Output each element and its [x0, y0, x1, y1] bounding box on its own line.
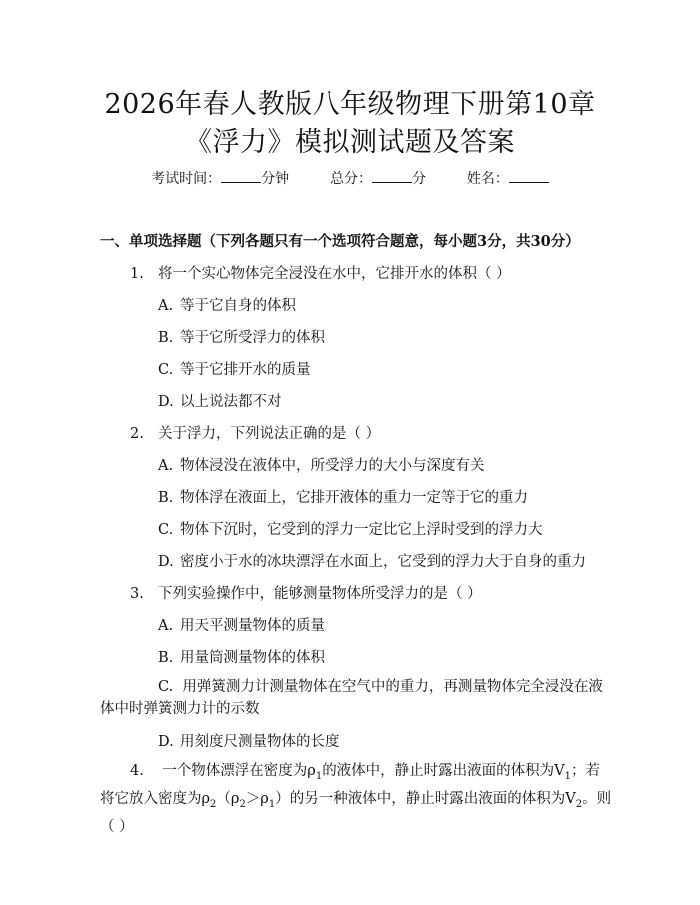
question-text-part: ＞ρ	[245, 790, 269, 807]
option-label: B.	[158, 330, 174, 346]
question-text-part: ；若将它放入密度为ρ	[100, 763, 601, 807]
option-1d	[158, 390, 282, 411]
option-2c	[158, 518, 543, 539]
option-text: 用弹簧测力计测量物体在空气中的重力，再测量物体完全浸没在液体中时弹簧测力计的示数	[100, 679, 603, 717]
option-text: 用天平测量物体的质量	[180, 618, 325, 634]
option-text: 密度小于水的冰块漂浮在水面上，它受到的浮力大于自身的重力	[180, 554, 586, 570]
question-4	[100, 760, 612, 838]
question-1	[130, 262, 511, 283]
section-heading: 一、单项选择题（下列各题只有一个选项符合题意，每小题3分，共30分）	[100, 233, 580, 250]
option-text: 以上说法都不对	[180, 394, 282, 410]
exam-time-label: 考试时间：	[151, 171, 222, 187]
question-number: 1.	[130, 266, 144, 282]
option-1c	[158, 358, 311, 379]
question-number: 4.	[130, 763, 144, 779]
option-2a	[158, 454, 485, 475]
option-label: B.	[158, 490, 174, 506]
exam-title-line1: 2026年春人教版八年级物理下册第10章	[104, 89, 596, 120]
option-text: 等于它所受浮力的体积	[180, 330, 325, 346]
option-text: 物体下沉时，它受到的浮力一定比它上浮时受到的浮力大	[180, 522, 543, 538]
option-text: 等于它自身的体积	[180, 298, 296, 314]
question-number: 3.	[130, 586, 144, 602]
option-text: 物体浸没在液体中，所受浮力的大小与深度有关	[180, 458, 485, 474]
question-text-part: 的液体中，静止时露出液面的体积为V	[322, 763, 565, 779]
exam-title-line2: 《浮力》模拟测试题及答案	[185, 127, 515, 158]
question-number: 2.	[130, 426, 144, 442]
option-label: B.	[158, 650, 174, 666]
question-3	[130, 582, 482, 603]
question-text-part: 一个物体漂浮在密度为ρ	[162, 763, 316, 779]
subscript: 2	[239, 798, 246, 810]
option-3c	[100, 676, 612, 720]
subscript: 2	[575, 798, 583, 810]
option-label: C.	[158, 679, 174, 695]
total-score-label: 总分：	[330, 171, 372, 187]
exam-time-blank	[221, 170, 261, 183]
question-text: 关于浮力，下列说法正确的是（ ）	[158, 426, 381, 442]
name-label: 姓名：	[466, 171, 509, 187]
exam-meta-line	[0, 168, 700, 188]
option-text: 用刻度尺测量物体的长度	[180, 734, 340, 750]
option-label: A.	[158, 458, 174, 474]
option-label: D.	[158, 554, 174, 570]
subscript: 1	[315, 770, 323, 782]
question-text-part: 。则（ ）	[100, 790, 612, 835]
total-score-unit: 分	[412, 171, 426, 187]
option-2b	[158, 486, 528, 507]
option-label: D.	[158, 734, 174, 750]
subscript: 1	[564, 770, 572, 782]
option-1a	[158, 294, 296, 315]
question-2	[130, 422, 380, 443]
subscript: 1	[268, 798, 276, 810]
option-label: A.	[158, 618, 174, 634]
option-1b	[158, 326, 325, 347]
option-text: 用量筒测量物体的体积	[180, 650, 325, 666]
option-label: A.	[158, 298, 174, 314]
option-text: 等于它排开水的质量	[180, 362, 311, 378]
option-3b	[158, 646, 325, 667]
subscript: 2	[210, 798, 217, 810]
exam-time-unit: 分钟	[261, 171, 290, 187]
option-label: C.	[158, 362, 174, 378]
option-3a	[158, 614, 325, 635]
option-3d	[158, 730, 340, 751]
question-text-part: ）的另一种液体中，静止时露出液面的体积为V	[275, 790, 576, 807]
name-blank	[509, 170, 549, 183]
question-text: 将一个实心物体完全浸没在水中，它排开水的体积（ ）	[158, 266, 511, 282]
option-text: 物体浮在液面上，它排开液体的重力一定等于它的重力	[180, 490, 528, 506]
option-label: D.	[158, 394, 174, 410]
option-2d	[158, 550, 586, 571]
question-text: 下列实验操作中，能够测量物体所受浮力的是（ ）	[158, 586, 482, 602]
option-label: C.	[158, 522, 174, 538]
question-text-part: （ρ	[216, 790, 240, 807]
total-score-blank	[372, 170, 412, 183]
